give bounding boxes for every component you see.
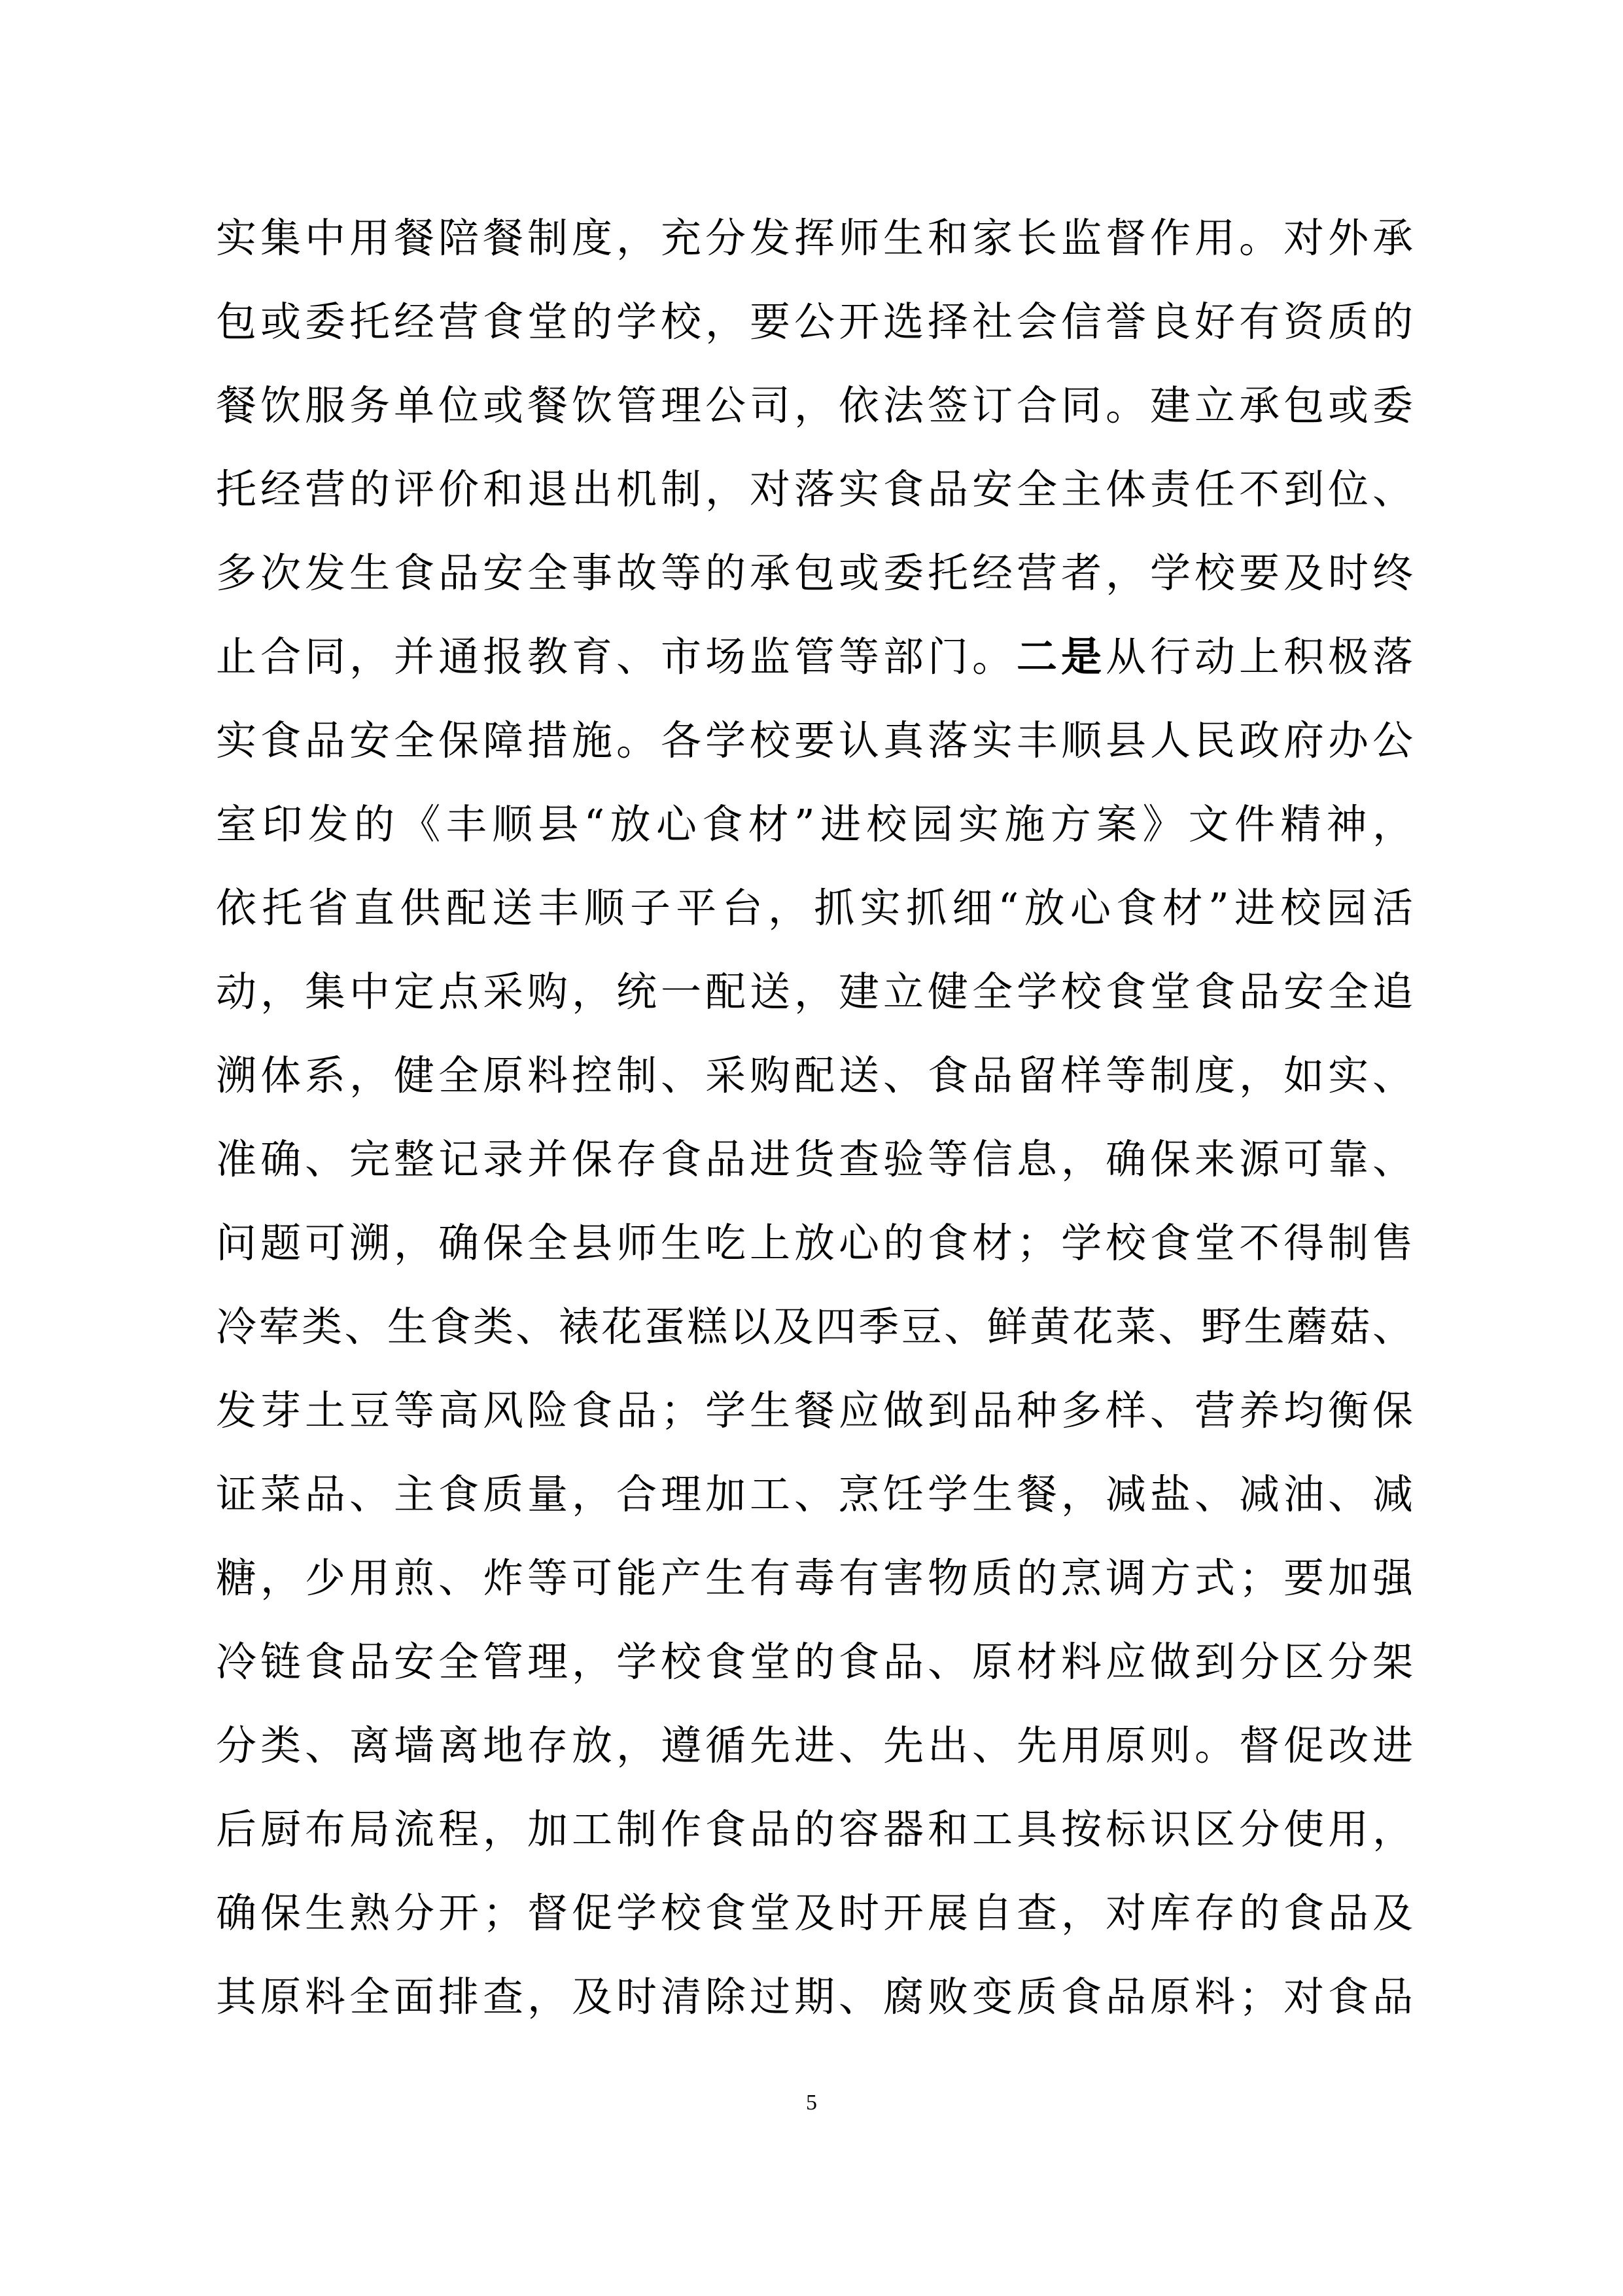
- text-segment: 冷链食品安全管理，学校食堂的食品、原材料应做到分区分架: [216, 1638, 1413, 1686]
- text-line: [216, 1118, 1413, 1201]
- text-line: [216, 364, 1413, 448]
- text-segment: 包或委托经营食堂的学校，要公开选择社会信誉良好有资质的: [216, 298, 1413, 345]
- text-line: [216, 1871, 1413, 1955]
- text-line: [216, 615, 1413, 699]
- bold-text-segment: 二是: [1016, 633, 1106, 680]
- text-segment: 止合同，并通报教育、市场监管等部门。: [216, 633, 1017, 680]
- text-segment: 分类、离墙离地存放，遵循先进、先出、先用原则。督促改进: [216, 1722, 1413, 1769]
- text-line: [216, 531, 1413, 615]
- text-segment: 准确、完整记录并保存食品进货查验等信息，确保来源可靠、: [216, 1135, 1413, 1183]
- text-line: [216, 1536, 1413, 1620]
- text-segment: 托经营的评价和退出机制，对落实食品安全主体责任不到位、: [216, 465, 1413, 513]
- text-line: [216, 699, 1413, 783]
- text-line: [216, 1620, 1413, 1704]
- text-line: [216, 783, 1413, 866]
- text-segment: 问题可溯，确保全县师生吃上放心的食材；学校食堂不得制售: [216, 1219, 1413, 1267]
- text-segment: 溯体系，健全原料控制、采购配送、食品留样等制度，如实、: [216, 1051, 1413, 1099]
- text-line: [216, 1955, 1413, 2039]
- text-line: [216, 1369, 1413, 1453]
- text-line: [216, 1201, 1413, 1285]
- text-line: [216, 866, 1413, 950]
- text-segment: 多次发生食品安全事故等的承包或委托经营者，学校要及时终: [216, 549, 1413, 597]
- text-line: [216, 1453, 1413, 1536]
- text-segment: 依托省直供配送丰顺子平台，抓实抓细“放心食材”进校园活: [216, 884, 1413, 932]
- text-segment: 餐饮服务单位或餐饮管理公司，依法签订合同。建立承包或委: [216, 381, 1413, 429]
- text-line: [216, 448, 1413, 531]
- page-number: 5: [806, 2091, 817, 2115]
- text-segment: 动，集中定点采购，统一配送，建立健全学校食堂食品安全追: [216, 968, 1413, 1016]
- text-segment: 实食品安全保障措施。各学校要认真落实丰顺县人民政府办公: [216, 716, 1413, 764]
- text-line: [216, 196, 1413, 280]
- text-segment: 证菜品、主食质量，合理加工、烹饪学生餐，减盐、减油、减: [216, 1470, 1413, 1518]
- text-segment: 冷荤类、生食类、裱花蛋糕以及四季豆、鲜黄花菜、野生蘑菇、: [216, 1303, 1413, 1351]
- text-segment: 后厨布局流程，加工制作食品的容器和工具按标识区分使用，: [216, 1805, 1413, 1853]
- text-line: [216, 1704, 1413, 1788]
- text-segment: 糖，少用煎、炸等可能产生有毒有害物质的烹调方式；要加强: [216, 1554, 1413, 1602]
- text-segment: 发芽土豆等高风险食品；学生餐应做到品种多样、营养均衡保: [216, 1386, 1413, 1434]
- text-segment: 实集中用餐陪餐制度，充分发挥师生和家长监督作用。对外承: [216, 214, 1413, 262]
- text-line: [216, 1285, 1413, 1369]
- text-line: [216, 950, 1413, 1034]
- text-line: [216, 280, 1413, 364]
- text-segment: 室印发的《丰顺县“放心食材”进校园实施方案》文件精神，: [216, 800, 1413, 848]
- text-line: [216, 1788, 1413, 1871]
- text-line: [216, 1034, 1413, 1118]
- text-segment: 确保生熟分开；督促学校食堂及时开展自查，对库存的食品及: [216, 1889, 1413, 1937]
- body-text: [216, 196, 1413, 2039]
- text-segment: 从行动上积极落: [1105, 633, 1413, 680]
- text-segment: 其原料全面排查，及时清除过期、腐败变质食品原料；对食品: [216, 1973, 1413, 2021]
